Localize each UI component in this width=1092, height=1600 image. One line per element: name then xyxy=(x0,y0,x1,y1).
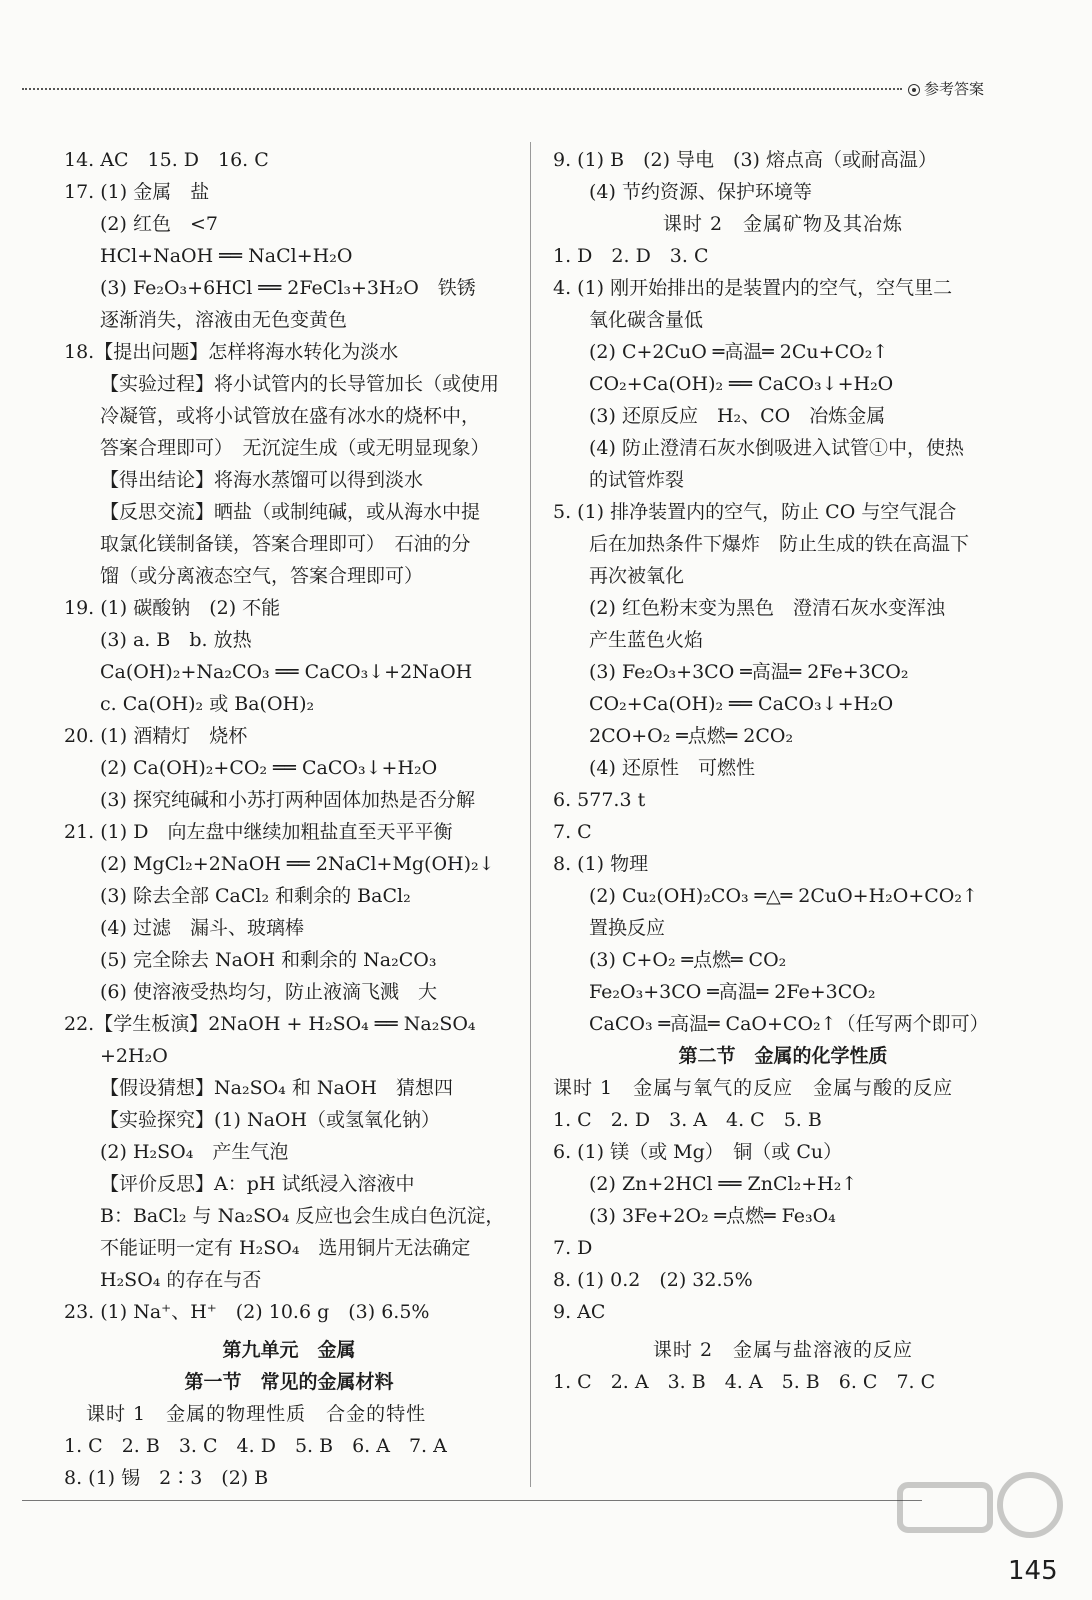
lesson-heading: 课时 1 金属与氧气的反应 金属与酸的反应 xyxy=(553,1077,954,1099)
answer-line: 14. AC 15. D 16. C xyxy=(64,149,269,171)
answer-line: 19. (1) 碳酸钠 (2) 不能 xyxy=(64,597,281,619)
page-number: 145 xyxy=(1008,1556,1058,1586)
answer-line: 9. AC xyxy=(553,1301,606,1323)
answer-line: B：BaCl₂ 与 Na₂SO₄ 反应也会生成白色沉淀， xyxy=(100,1205,505,1227)
answer-line: H₂SO₄ 的存在与否 xyxy=(100,1269,262,1291)
answer-line: 21. (1) D 向左盘中继续加粗盐直至天平平衡 xyxy=(64,821,453,843)
answer-line: 5. (1) 排净装置内的空气，防止 CO 与空气混合 xyxy=(553,501,957,523)
answer-line: 不能证明一定有 H₂SO₄ 选用铜片无法确定 xyxy=(100,1237,471,1259)
answer-line: Ca(OH)₂+Na₂CO₃ ══ CaCO₃↓+2NaOH xyxy=(100,661,473,683)
answer-line: (3) 还原反应 H₂、CO 冶炼金属 xyxy=(589,405,886,427)
section-heading: 第二节 金属的化学性质 xyxy=(678,1045,888,1067)
footer-rule xyxy=(22,1500,922,1501)
answer-line: 【评价反思】A：pH 试纸浸入溶液中 xyxy=(100,1173,415,1195)
answer-line: 23. (1) Na⁺、H⁺ (2) 10.6 g (3) 6.5% xyxy=(64,1301,430,1323)
answer-line: 答案合理即可） 无沉淀生成（或无明显现象） xyxy=(100,437,490,459)
answer-line: 7. D xyxy=(553,1237,593,1259)
answer-line: 的试管炸裂 xyxy=(589,469,685,491)
answer-line: 冷凝管，或将小试管放在盛有冰水的烧杯中， xyxy=(100,405,481,427)
answer-line: 【反思交流】晒盐（或制纯碱，或从海水中提 xyxy=(100,501,481,523)
answer-line: 逐渐消失，溶液由无色变黄色 xyxy=(100,309,348,331)
answer-line: 【得出结论】将海水蒸馏可以得到淡水 xyxy=(100,469,424,491)
answer-line: 22.【学生板演】2NaOH + H₂SO₄ ══ Na₂SO₄ xyxy=(64,1013,476,1035)
answer-line: (2) Zn+2HCl ══ ZnCl₂+H₂↑ xyxy=(589,1173,858,1195)
answer-line: (3) Fe₂O₃+6HCl ══ 2FeCl₃+3H₂O 铁锈 xyxy=(100,277,476,299)
answer-line: 产生蓝色火焰 xyxy=(589,629,704,651)
answer-line: 【实验过程】将小试管内的长导管加长（或使用 xyxy=(100,373,500,395)
answer-line: 1. C 2. B 3. C 4. D 5. B 6. A 7. A xyxy=(64,1435,447,1457)
answer-line: 4. (1) 刚开始排出的是装置内的空气，空气里二 xyxy=(553,277,953,299)
answer-line: 18.【提出问题】怎样将海水转化为淡水 xyxy=(64,341,399,363)
answer-line: (4) 过滤 漏斗、玻璃棒 xyxy=(100,917,304,939)
answer-line: (2) 红色粉末变为黑色 澄清石灰水变浑浊 xyxy=(589,597,945,619)
answer-line: (3) 3Fe+2O₂ ═点燃═ Fe₃O₄ xyxy=(589,1205,836,1227)
answer-line: +2H₂O xyxy=(100,1045,168,1067)
answer-line: (6) 使溶液受热均匀，防止液滴飞溅 大 xyxy=(100,981,437,1003)
answer-line: 1. D 2. D 3. C xyxy=(553,245,709,267)
answer-line: 8. (1) 物理 xyxy=(553,853,649,875)
answer-line: (2) MgCl₂+2NaOH ══ 2NaCl+Mg(OH)₂↓ xyxy=(100,853,495,875)
answer-line: (2) C+2CuO ═高温═ 2Cu+CO₂↑ xyxy=(589,341,889,363)
answer-line: 取氯化镁制备镁，答案合理即可） 石油的分 xyxy=(100,533,471,555)
answer-line: (2) H₂SO₄ 产生气泡 xyxy=(100,1141,289,1163)
answer-line: 馏（或分离液态空气，答案合理即可） xyxy=(100,565,424,587)
answer-line: 后在加热条件下爆炸 防止生成的铁在高温下 xyxy=(589,533,970,555)
lesson-heading: 课时 1 金属的物理性质 合金的特性 xyxy=(86,1403,427,1425)
answer-line: (2) Cu₂(OH)₂CO₃ ═△═ 2CuO+H₂O+CO₂↑ xyxy=(589,885,978,907)
section-heading: 第一节 常见的金属材料 xyxy=(184,1371,394,1393)
answer-line: 17. (1) 金属 盐 xyxy=(64,181,210,203)
answer-line: 置换反应 xyxy=(589,917,666,939)
answer-line: (2) Ca(OH)₂+CO₂ ══ CaCO₃↓+H₂O xyxy=(100,757,438,779)
watermark-logo xyxy=(880,1465,1080,1585)
answer-line: (4) 还原性 可燃性 xyxy=(589,757,755,779)
answer-line: (2) 红色 <7 xyxy=(100,213,218,235)
answer-line: (5) 完全除去 NaOH 和剩余的 Na₂CO₃ xyxy=(100,949,437,971)
answer-line: 6. (1) 镁（或 Mg） 铜（或 Cu） xyxy=(553,1141,843,1163)
answer-line: (3) Fe₂O₃+3CO ═高温═ 2Fe+3CO₂ xyxy=(589,661,909,683)
answer-line: 【假设猜想】Na₂SO₄ 和 NaOH 猜想四 xyxy=(100,1077,453,1099)
answer-line: (3) 探究纯碱和小苏打两种固体加热是否分解 xyxy=(100,789,475,811)
answer-line: 【实验探究】(1) NaOH（或氢氧化钠） xyxy=(100,1109,441,1131)
answer-line: CO₂+Ca(OH)₂ ══ CaCO₃↓+H₂O xyxy=(589,373,894,395)
answer-line: 氧化碳含量低 xyxy=(589,309,704,331)
answer-line: 8. (1) 锡 2∶3 (2) B xyxy=(64,1467,269,1489)
answer-line: (4) 节约资源、保护环境等 xyxy=(589,181,812,203)
answer-line: Fe₂O₃+3CO ═高温═ 2Fe+3CO₂ xyxy=(589,981,876,1003)
answer-line: (3) a. B b. 放热 xyxy=(100,629,252,651)
left-column xyxy=(64,144,514,1494)
answer-line: 2CO+O₂ ═点燃═ 2CO₂ xyxy=(589,725,794,747)
header-bullet-icon xyxy=(908,84,920,96)
right-column xyxy=(553,144,1013,1398)
answer-line: 6. 577.3 t xyxy=(553,789,646,811)
lesson-heading: 课时 2 金属矿物及其冶炼 xyxy=(662,213,904,235)
answer-line: 7. C xyxy=(553,821,592,843)
answer-line: c. Ca(OH)₂ 或 Ba(OH)₂ xyxy=(100,693,315,715)
answer-line: (3) 除去全部 CaCl₂ 和剩余的 BaCl₂ xyxy=(100,885,411,907)
unit-heading: 第九单元 金属 xyxy=(222,1339,356,1361)
answer-line: 再次被氧化 xyxy=(589,565,685,587)
answer-line: 1. C 2. D 3. A 4. C 5. B xyxy=(553,1109,822,1131)
lesson-heading: 课时 2 金属与盐溶液的反应 xyxy=(652,1339,914,1361)
answer-line: 1. C 2. A 3. B 4. A 5. B 6. C 7. C xyxy=(553,1371,936,1393)
answer-line: 9. (1) B (2) 导电 (3) 熔点高（或耐高温） xyxy=(553,149,937,171)
answer-line: HCl+NaOH ══ NaCl+H₂O xyxy=(100,245,353,267)
answer-line: (3) C+O₂ ═点燃═ CO₂ xyxy=(589,949,787,971)
column-divider xyxy=(530,142,531,1487)
answer-line: (4) 防止澄清石灰水倒吸进入试管①中，使热 xyxy=(589,437,964,459)
header-label: 参考答案 xyxy=(908,78,984,99)
answer-line: 20. (1) 酒精灯 烧杯 xyxy=(64,725,248,747)
answer-line: CaCO₃ ═高温═ CaO+CO₂↑（任写两个即可） xyxy=(589,1013,989,1035)
header-dotted-rule xyxy=(22,88,902,90)
answer-line: CO₂+Ca(OH)₂ ══ CaCO₃↓+H₂O xyxy=(589,693,894,715)
answer-line: 8. (1) 0.2 (2) 32.5% xyxy=(553,1269,753,1291)
